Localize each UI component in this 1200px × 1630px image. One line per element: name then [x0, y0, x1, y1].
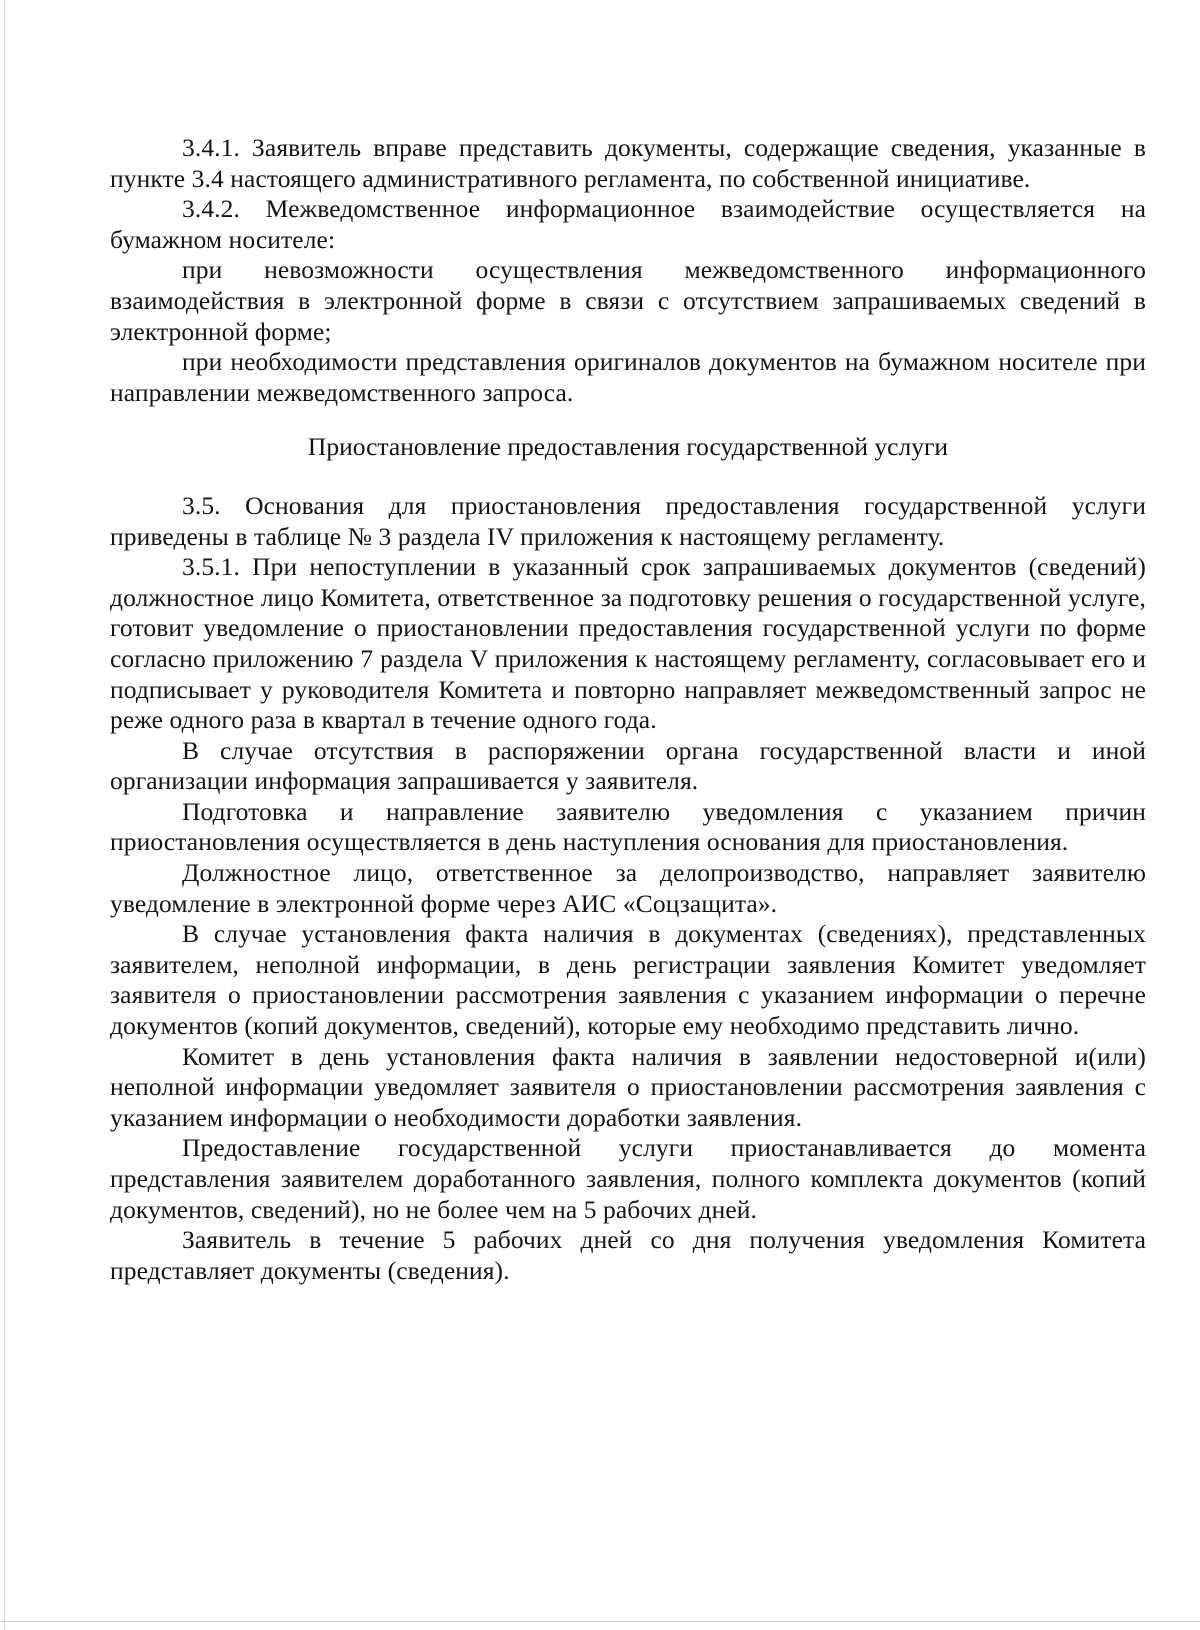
- paragraph-preparation: Подготовка и направление заявителю уведомления с указанием причин приостановления осуществляется в день наступления основания для приостановления.: [110, 796, 1146, 857]
- paragraph-3-5-1: 3.5.1. При непоступлении в указанный срок запрашиваемых документов (сведений) должностное лицо Комитета, ответственное за подготовку решения о государственной услуге, готовит уведомление о приостановлении предоставления государственной услуги по форме согласно приложению 7 раздела V приложения к настоящему регламенту, согласовывает его и подписывает у руководителя Комитета и повторно направляет межведомственный запрос не реже одного раза в квартал в течение одного года.: [110, 552, 1146, 735]
- paragraph-originals: при необходимости представления оригиналов документов на бумажном носителе при направлении межведомственного запроса.: [110, 347, 1146, 407]
- paragraph-3-4-1: 3.4.1. Заявитель вправе представить документы, содержащие сведения, указанные в пункте 3.4 настоящего административного регламента, по собственной инициативе.: [110, 133, 1146, 193]
- paragraph-absence: В случае отсутствия в распоряжении органа государственной власти и иной организации информация запрашивается у заявителя.: [110, 735, 1146, 796]
- paragraph-3-5: 3.5. Основания для приостановления предоставления государственной услуги приведены в таблице № 3 раздела IV приложения к настоящему регламенту.: [110, 490, 1146, 551]
- section-heading: Приостановление предоставления государственной услуги: [307, 432, 949, 462]
- scan-edge-left: [4, 0, 5, 1630]
- document-page: [110, 133, 1146, 1286]
- paragraph-impossibility: при невозможности осуществления межведомственного информационного взаимодействия в электронной форме в связи с отсутствием запрашиваемых сведений в электронной форме;: [110, 255, 1146, 346]
- paragraph-unreliable-info: Комитет в день установления факта наличия в заявлении недостоверной и(или) неполной информации уведомляет заявителя о приостановлении рассмотрения заявления с указанием информации о необходимости доработки заявления.: [110, 1041, 1146, 1132]
- scan-edge-bottom: [0, 1621, 1200, 1622]
- paragraph-suspension: Предоставление государственной услуги приостанавливается до момента представления заявителем доработанного заявления, полного комплекта документов (копий документов, сведений), но не более чем на 5 рабочих дней.: [110, 1133, 1146, 1224]
- paragraph-official: Должностное лицо, ответственное за делопроизводство, направляет заявителю уведомление в электронной форме через АИС «Соцзащита».: [110, 858, 1146, 918]
- paragraph-applicant-deadline: Заявитель в течение 5 рабочих дней со дня получения уведомления Комитета представляет документы (сведения).: [110, 1225, 1146, 1285]
- paragraph-3-4-2: 3.4.2. Межведомственное информационное взаимодействие осуществляется на бумажном носителе:: [110, 194, 1146, 254]
- paragraph-incomplete-info: В случае установления факта наличия в документах (сведениях), представленных заявителем, неполной информации, в день регистрации заявления Комитет уведомляет заявителя о приостановлении рассмотрения заявления с указанием информации о перечне документов (копий документов, сведений), которые ему необходимо представить лично.: [110, 919, 1146, 1041]
